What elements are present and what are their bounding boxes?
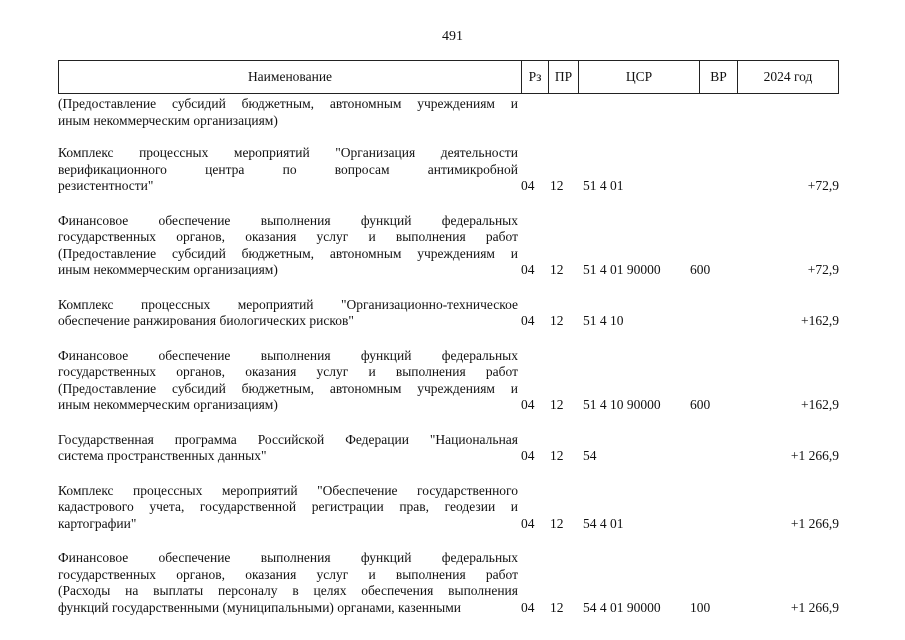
row-rz: 04	[521, 178, 535, 193]
table-row	[58, 145, 839, 195]
header-csr: ЦСР	[579, 61, 700, 93]
row-rz: 04	[521, 262, 535, 277]
row-amount: +1 266,9	[790, 599, 839, 615]
row-csr: 54 4 01 90000	[583, 599, 661, 615]
row-pr: 12	[550, 448, 564, 463]
row-name-line: иным некоммерческим организациям)	[58, 112, 278, 128]
row-vr: 600	[690, 262, 711, 277]
row-name-line: государственных органов, оказания услуг и выполнения работ	[58, 364, 518, 379]
table-row	[58, 213, 839, 279]
row-name-line: (Расходы на выплаты персоналу в целях обеспечения выполнения	[58, 583, 518, 598]
header-pr: ПР	[549, 61, 579, 93]
table-body	[58, 96, 839, 634]
table-row	[58, 550, 839, 616]
row-name-line: иным некоммерческим организациям)	[58, 397, 278, 412]
table-row	[58, 297, 839, 330]
row-name	[58, 213, 518, 279]
row-pr: 12	[550, 599, 564, 615]
header-year: 2024 год	[763, 69, 813, 84]
row-name-line: государственных органов, оказания услуг и выполнения работ	[58, 229, 518, 244]
row-rz: 04	[521, 515, 535, 531]
row-amount: +162,9	[801, 313, 839, 328]
row-name	[58, 550, 518, 616]
row-name	[58, 483, 518, 533]
row-name-line: государственных органов, оказания услуг и выполнения работ	[58, 566, 518, 582]
row-name-line: обеспечение ранжирования биологических рисков"	[58, 313, 354, 328]
row-vr: 100	[690, 599, 711, 615]
row-csr: 54	[583, 448, 597, 463]
row-csr: 51 4 10	[583, 313, 624, 328]
row-amount: +72,9	[807, 262, 839, 277]
row-csr: 54 4 01	[583, 515, 624, 531]
table-header	[58, 60, 839, 94]
row-name-line: картографии"	[58, 515, 137, 531]
row-name-line: иным некоммерческим организациям)	[58, 262, 278, 277]
row-amount: +1 266,9	[790, 515, 839, 531]
row-pr: 12	[550, 313, 564, 328]
row-name-line: Финансовое обеспечение выполнения функций федеральных	[58, 550, 518, 565]
row-name-line: Финансовое обеспечение выполнения функций федеральных	[58, 212, 518, 228]
row-csr: 51 4 10 90000	[583, 397, 661, 412]
row-name-line: кадастрового учета, государственной регистрации прав, геодезии и	[58, 499, 518, 514]
row-name-line: Комплекс процессных мероприятий "Организационно-техническое	[58, 296, 518, 312]
row-name-line: верификационного центра по вопросам антимикробной	[58, 161, 518, 177]
row-name-line: (Предоставление субсидий бюджетным, автономным учреждениям и	[58, 96, 518, 111]
row-amount: +1 266,9	[790, 448, 839, 463]
row-rz: 04	[521, 397, 535, 412]
table-row	[58, 348, 839, 414]
row-csr: 51 4 01 90000	[583, 262, 661, 277]
row-name	[58, 297, 518, 330]
header-rz: Рз	[522, 61, 549, 93]
row-pr: 12	[550, 178, 564, 193]
row-name-line: Финансовое обеспечение выполнения функций федеральных	[58, 347, 518, 363]
row-name-line: Комплекс процессных мероприятий "Организация деятельности	[58, 145, 518, 160]
row-name	[58, 432, 518, 465]
page-number: 491	[442, 29, 463, 44]
row-name-line: система пространственных данных"	[58, 448, 267, 463]
row-name-line: Комплекс процессных мероприятий "Обеспечение государственного	[58, 482, 518, 498]
table-row	[58, 96, 839, 129]
row-rz: 04	[521, 313, 535, 328]
row-pr: 12	[550, 515, 564, 531]
row-vr: 600	[690, 397, 711, 412]
row-name	[58, 96, 518, 129]
row-name-line: (Предоставление субсидий бюджетным, автономным учреждениям и	[58, 380, 518, 396]
row-amount: +162,9	[801, 397, 839, 412]
row-csr: 51 4 01	[583, 178, 624, 193]
row-name-line: (Предоставление субсидий бюджетным, автономным учреждениям и	[58, 245, 518, 261]
table-row	[58, 483, 839, 533]
row-name	[58, 348, 518, 414]
row-name-line: функций государственными (муниципальными) органами, казенными	[58, 599, 462, 615]
header-name: Наименование	[59, 61, 522, 93]
row-name	[58, 145, 518, 195]
table-row	[58, 432, 839, 465]
row-name-line: резистентности"	[58, 178, 154, 193]
row-amount: +72,9	[807, 178, 839, 193]
row-rz: 04	[521, 448, 535, 463]
row-pr: 12	[550, 397, 564, 412]
row-pr: 12	[550, 262, 564, 277]
row-rz: 04	[521, 599, 535, 615]
row-name-line: Государственная программа Российской Федерации "Национальная	[58, 431, 518, 447]
header-vr: ВР	[700, 61, 738, 93]
